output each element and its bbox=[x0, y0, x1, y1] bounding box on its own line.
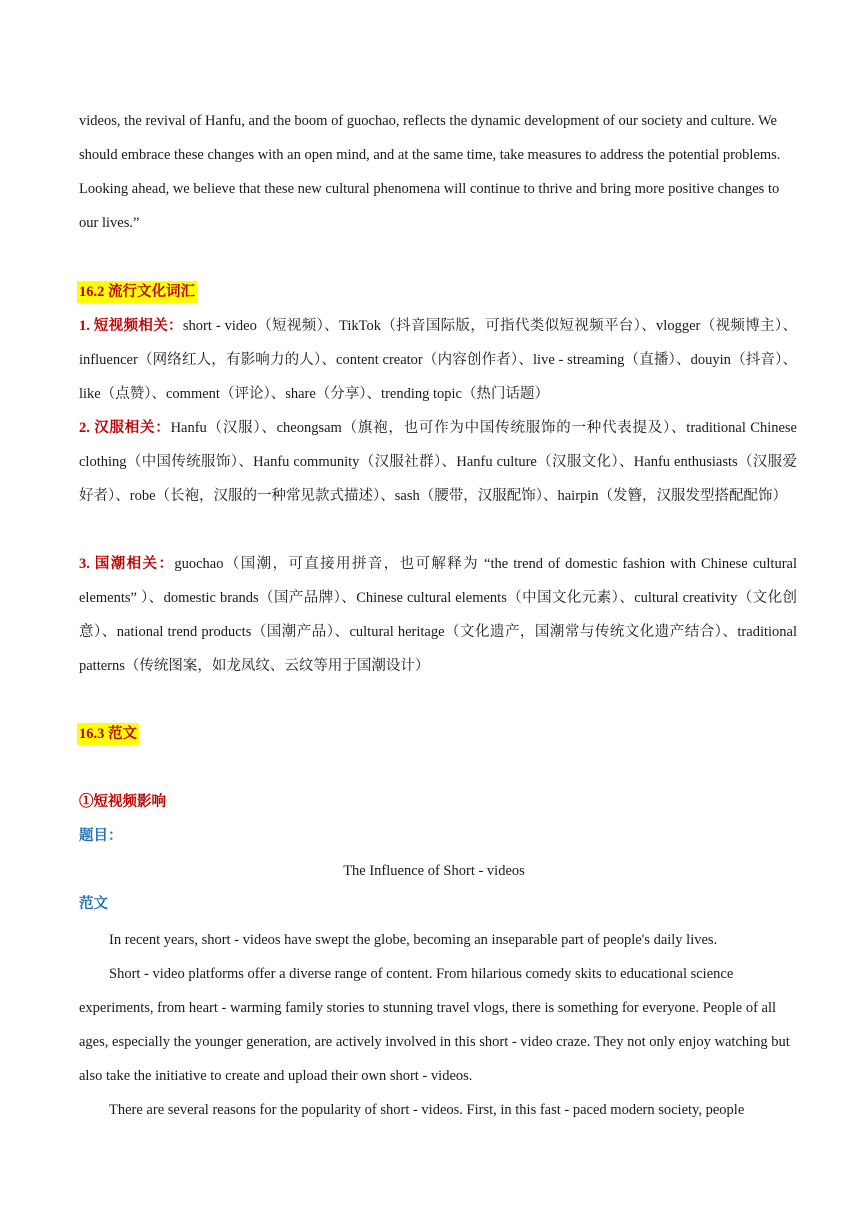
essay-paragraph: In recent years, short - videos have swept the globe, becoming an inseparable part of people's daily lives. bbox=[109, 932, 718, 948]
essay-sub-heading: ①短视频影响 bbox=[79, 794, 166, 810]
essay-paragraph: Short - video platforms offer a diverse range of content. From hilarious comedy skits to educational science experiments, from heart - warming family stories to stunning travel vlogs, there is something for everyone. People of all ages, especially the younger generation, are actively involved in this short - video craze. They not only enjoy watching but also take the initiative to create and upload their own short - videos. bbox=[79, 966, 790, 1084]
vocab-item-heading: 3. 国潮相关： bbox=[79, 556, 175, 572]
vocab-item-body: short - video（短视频）、TikTok（抖音国际版，可指代类似短视频平台）、vlogger（视频博主）、influencer（网络红人，有影响力的人）、content creator（内容创作者）、live - streaming（直播）、douyin（抖音）、like（点赞）、comment（评论）、share（分享）、trending topic（热门话题） bbox=[79, 318, 797, 402]
essay-paragraph: There are several reasons for the popularity of short - videos. First, in this fast - paced modern society, people bbox=[109, 1102, 745, 1118]
vocab-item-guochao bbox=[79, 547, 797, 683]
vocab-item-body: Hanfu（汉服）、cheongsam（旗袍，也可作为中国传统服饰的一种代表提及）、traditional Chinese clothing（中国传统服饰）、Hanfu community（汉服社群）、Hanfu culture（汉服文化）、Hanfu enthusiasts（汉服爱好者）、robe（长袍，汉服的一种常见款式描述）、sash（腰带，汉服配饰）、hairpin（发簪，汉服发型搭配配饰） bbox=[79, 420, 797, 504]
section-heading-vocabulary: 16.2 流行文化词汇 bbox=[77, 281, 197, 303]
vocab-item-heading: 2. 汉服相关： bbox=[79, 420, 171, 436]
topic-label: 题目： bbox=[79, 828, 123, 844]
vocab-item-hanfu bbox=[79, 411, 797, 513]
vocab-item-heading: 1. 短视频相关： bbox=[79, 318, 183, 334]
vocab-item-body: guochao（国潮，可直接用拼音，也可解释为 “the trend of domestic fashion with Chinese cultural elements” ）、domestic brands（国产品牌）、Chinese cultural elements（中国文化元素）、cultural creativity（文化创意）、national trend products（国潮产品）、cultural heritage（文化遗产，国潮常与传统文化遗产结合）、traditional patterns（传统图案，如龙凤纹、云纹等用于国潮设计） bbox=[79, 556, 797, 674]
vocab-item-short-video bbox=[79, 309, 797, 411]
section-heading-sample-essays: 16.3 范文 bbox=[77, 723, 139, 745]
intro-paragraph: videos, the revival of Hanfu, and the boom of guochao, reflects the dynamic development of our society and culture. We should embrace these changes with an open mind, and at the same time, take measures to address the potential problems. Looking ahead, we believe that these new cultural phenomena will continue to thrive and bring more positive changes to our lives.” bbox=[79, 113, 781, 231]
sample-essay-label: 范文 bbox=[79, 896, 108, 912]
essay-title: The Influence of Short - videos bbox=[343, 863, 525, 879]
